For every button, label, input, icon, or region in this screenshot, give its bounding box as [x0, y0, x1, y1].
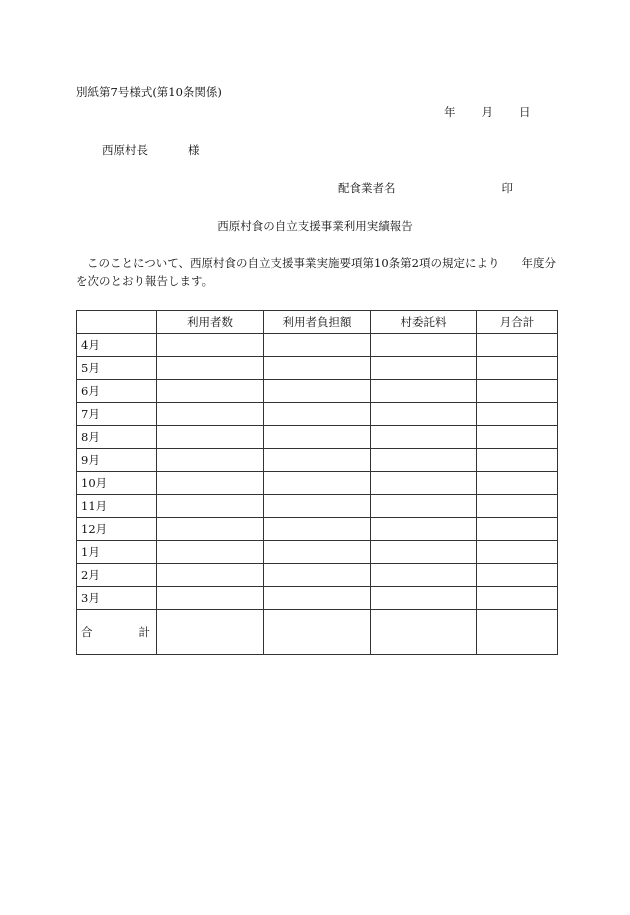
table-cell[interactable] — [157, 495, 264, 518]
month-label: 9月 — [77, 449, 157, 472]
total-cell[interactable] — [371, 610, 477, 655]
table-cell[interactable] — [157, 518, 264, 541]
table-cell[interactable] — [264, 518, 371, 541]
table-cell[interactable] — [371, 357, 477, 380]
header-monthly-total: 月合計 — [477, 311, 558, 334]
table-row — [77, 587, 558, 610]
date-line — [444, 104, 531, 120]
table-row — [77, 449, 558, 472]
table-cell[interactable] — [477, 587, 558, 610]
table-row — [77, 380, 558, 403]
table-cell[interactable] — [477, 380, 558, 403]
table-body — [77, 334, 558, 655]
table-cell[interactable] — [157, 449, 264, 472]
table-cell[interactable] — [157, 472, 264, 495]
table-cell[interactable] — [157, 587, 264, 610]
header-user-count: 利用者数 — [157, 311, 264, 334]
total-label — [77, 610, 157, 655]
table-cell[interactable] — [477, 564, 558, 587]
table-cell[interactable] — [477, 541, 558, 564]
header-user-burden: 利用者負担額 — [264, 311, 371, 334]
document-title: 西原村食の自立支援事業利用実績報告 — [217, 219, 413, 233]
table-cell[interactable] — [264, 495, 371, 518]
table-cell[interactable] — [157, 426, 264, 449]
table-cell[interactable] — [477, 518, 558, 541]
month-label: 6月 — [77, 380, 157, 403]
date-year-label: 年 — [444, 105, 456, 119]
table-cell[interactable] — [264, 472, 371, 495]
table-cell[interactable] — [371, 472, 477, 495]
addressee-name: 西原村長 — [102, 143, 148, 157]
table-cell[interactable] — [264, 380, 371, 403]
table-cell[interactable] — [477, 403, 558, 426]
total-row — [77, 610, 558, 655]
table-cell[interactable] — [264, 587, 371, 610]
table-cell[interactable] — [157, 541, 264, 564]
date-day-label: 日 — [519, 105, 531, 119]
total-cell[interactable] — [477, 610, 558, 655]
vendor-label: 配食業者名 — [338, 181, 396, 195]
table-cell[interactable] — [371, 380, 477, 403]
table-cell[interactable] — [264, 357, 371, 380]
month-label: 2月 — [77, 564, 157, 587]
vendor-line — [338, 180, 513, 196]
month-label: 5月 — [77, 357, 157, 380]
table-cell[interactable] — [157, 564, 264, 587]
table-cell[interactable] — [264, 449, 371, 472]
table-cell[interactable] — [264, 403, 371, 426]
date-month-label: 月 — [481, 105, 493, 119]
table-row — [77, 357, 558, 380]
header-blank — [77, 311, 157, 334]
table-cell[interactable] — [477, 449, 558, 472]
header-village-fee: 村委託料 — [371, 311, 477, 334]
table-cell[interactable] — [264, 426, 371, 449]
month-label: 12月 — [77, 518, 157, 541]
body-text — [76, 254, 556, 290]
addressee-honorific: 様 — [188, 143, 200, 157]
table-cell[interactable] — [477, 357, 558, 380]
table-cell[interactable] — [371, 426, 477, 449]
table-row — [77, 426, 558, 449]
total-cell[interactable] — [264, 610, 371, 655]
table-cell[interactable] — [157, 403, 264, 426]
month-label: 11月 — [77, 495, 157, 518]
form-reference: 別紙第7号様式(第10条関係) — [76, 85, 222, 99]
addressee — [102, 142, 200, 158]
table-cell[interactable] — [371, 403, 477, 426]
month-label: 4月 — [77, 334, 157, 357]
table-cell[interactable] — [157, 357, 264, 380]
total-label-left: 合 — [81, 625, 93, 639]
table-cell[interactable] — [371, 334, 477, 357]
table-cell[interactable] — [264, 334, 371, 357]
table-cell[interactable] — [477, 495, 558, 518]
table-row — [77, 495, 558, 518]
table-cell[interactable] — [371, 541, 477, 564]
table-row — [77, 518, 558, 541]
table-row — [77, 541, 558, 564]
table-cell[interactable] — [371, 518, 477, 541]
month-label: 10月 — [77, 472, 157, 495]
table-cell[interactable] — [477, 472, 558, 495]
month-label: 8月 — [77, 426, 157, 449]
table-cell[interactable] — [477, 426, 558, 449]
month-label: 1月 — [77, 541, 157, 564]
table-cell[interactable] — [157, 380, 264, 403]
table-cell[interactable] — [264, 541, 371, 564]
month-label: 3月 — [77, 587, 157, 610]
seal-mark: 印 — [501, 181, 513, 195]
table-cell[interactable] — [371, 495, 477, 518]
body-text-part2: 年度分を次のとおり報告します。 — [76, 256, 556, 288]
table-row — [77, 472, 558, 495]
table-row — [77, 334, 558, 357]
table-row — [77, 403, 558, 426]
total-label-right: 計 — [138, 625, 150, 639]
table-cell[interactable] — [371, 564, 477, 587]
month-label: 7月 — [77, 403, 157, 426]
table-cell[interactable] — [264, 564, 371, 587]
body-text-part1: このことについて、西原村食の自立支援事業実施要項第10条第2項の規定により — [87, 256, 500, 270]
table-row — [77, 564, 558, 587]
table-cell[interactable] — [371, 587, 477, 610]
table-cell[interactable] — [371, 449, 477, 472]
table-cell[interactable] — [477, 334, 558, 357]
table-header-row — [77, 311, 558, 334]
table-cell[interactable] — [157, 334, 264, 357]
report-table — [76, 310, 558, 655]
total-cell[interactable] — [157, 610, 264, 655]
